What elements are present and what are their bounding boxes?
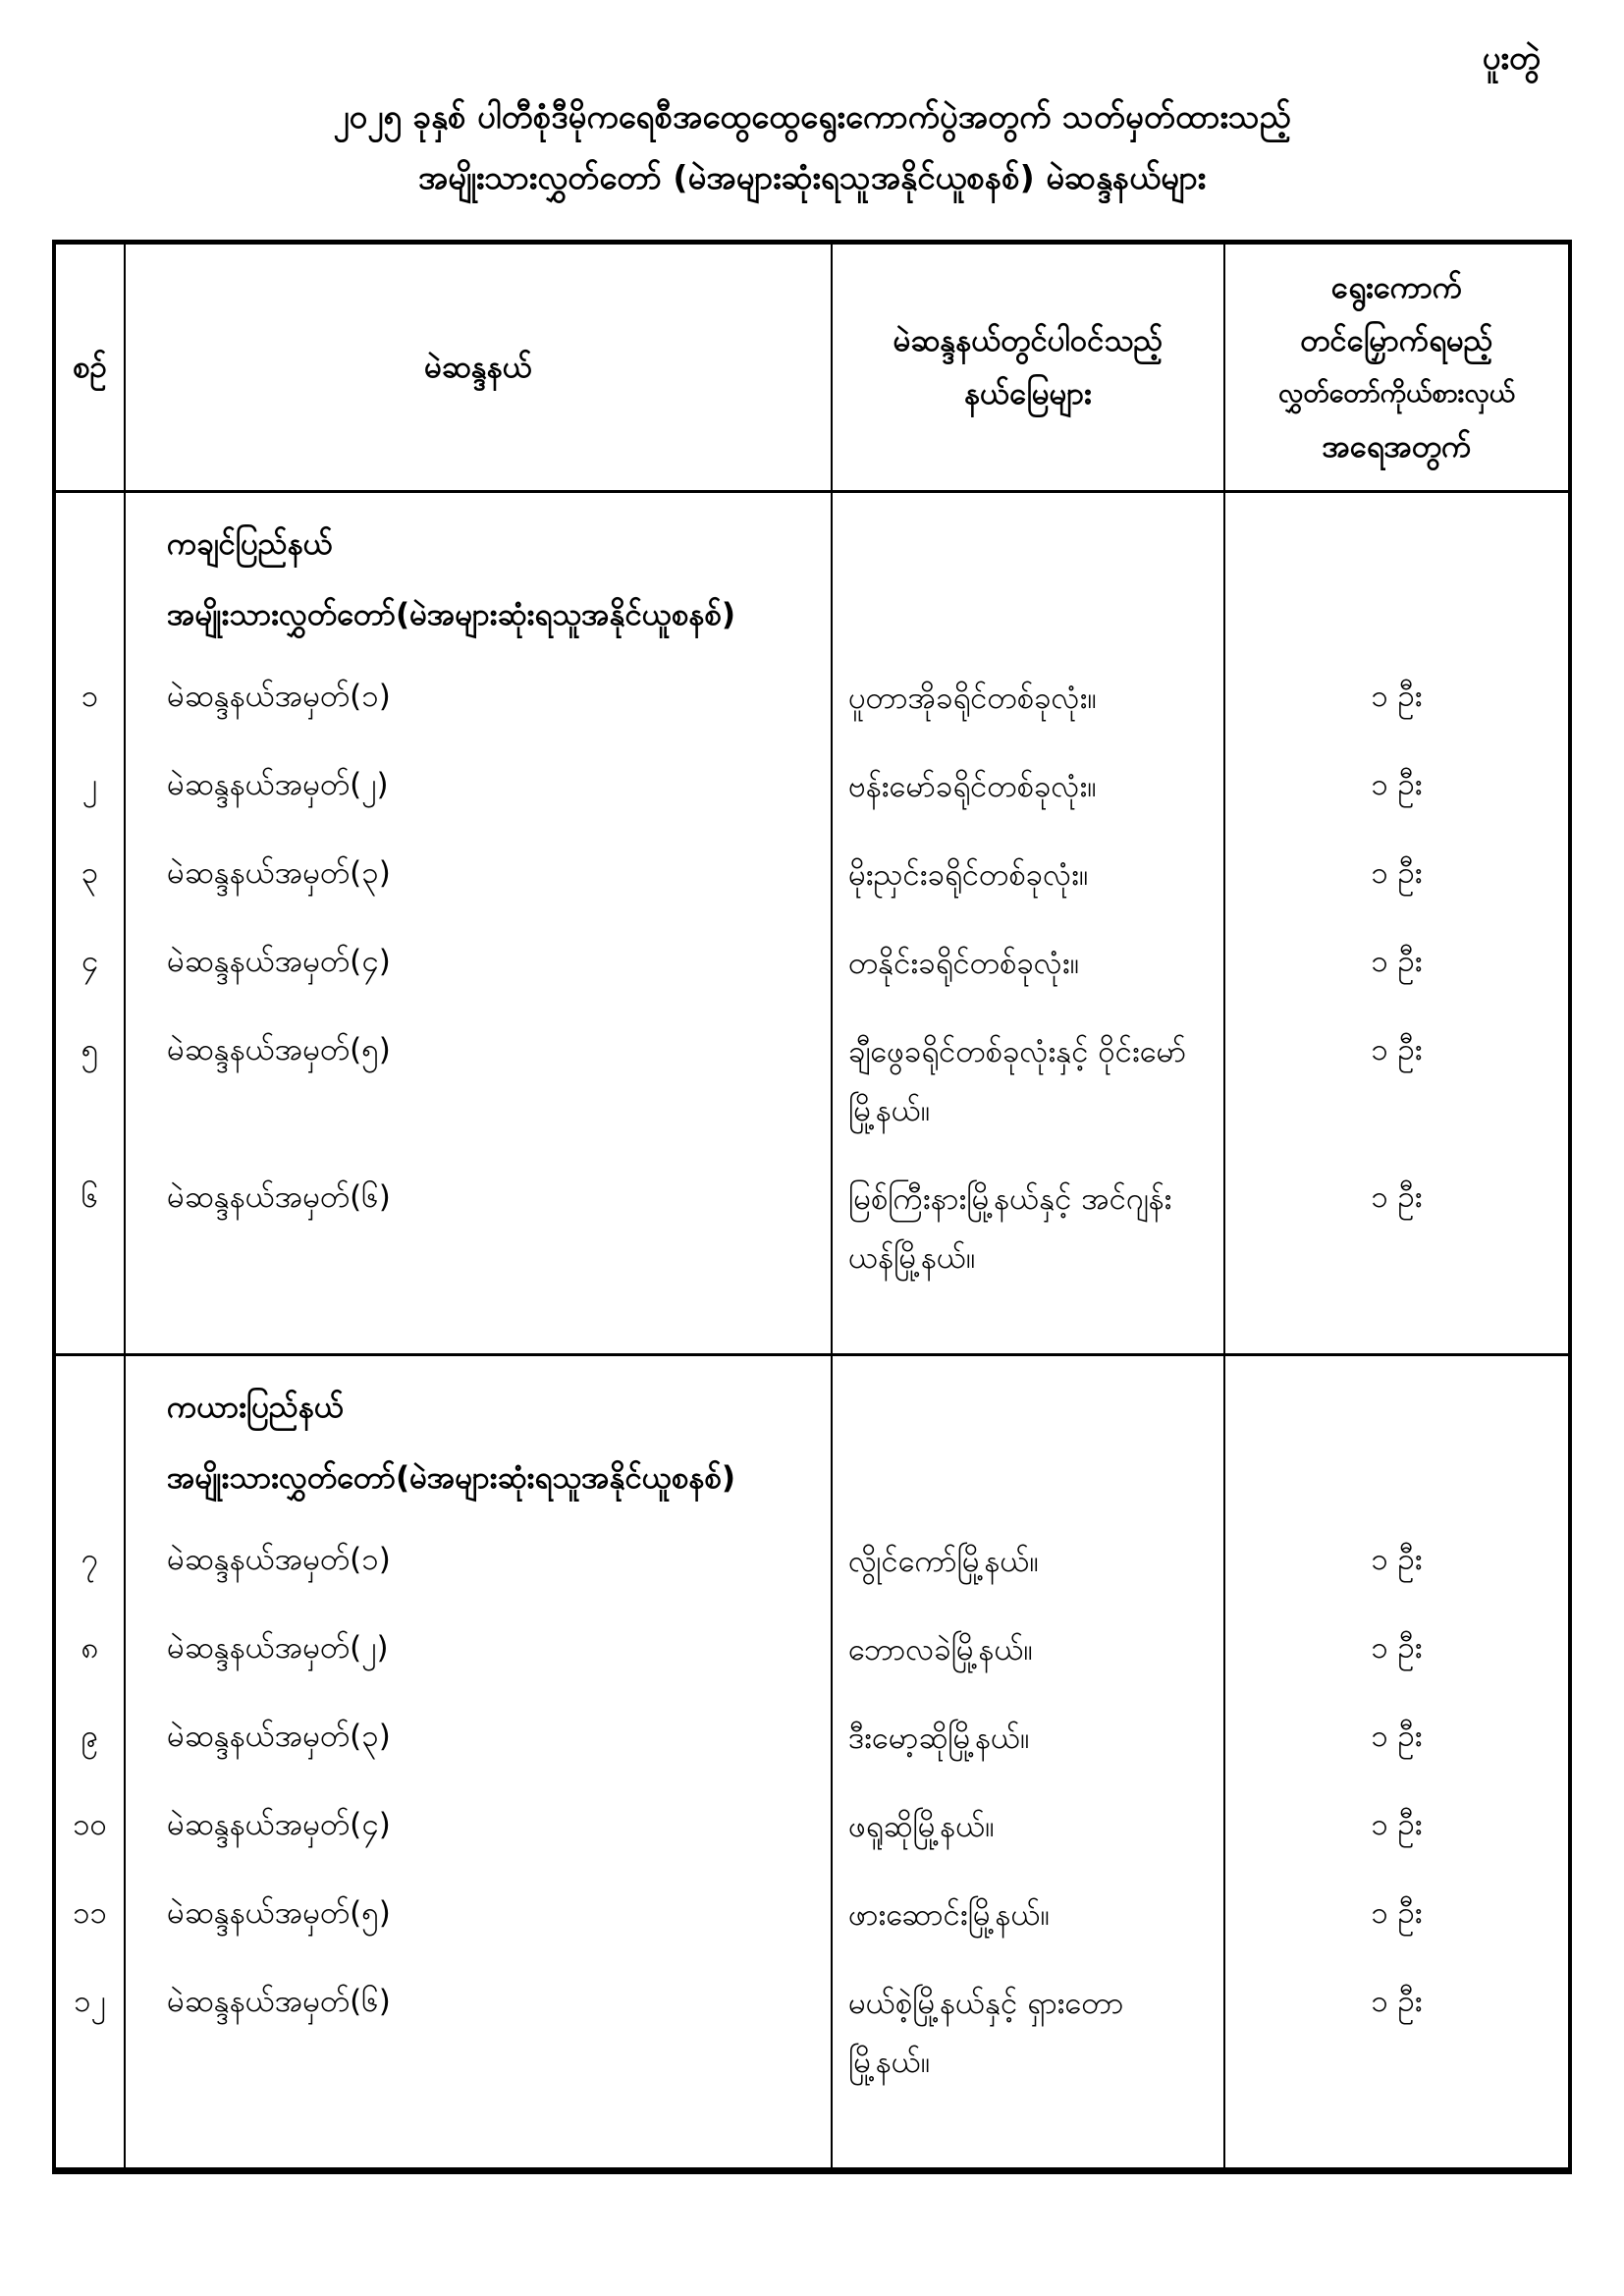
row-constituency: မဲဆန္ဒနယ်အမှတ်(၄) [125, 917, 832, 1006]
row-reps: ၁ ဦး [1224, 652, 1570, 740]
header-areas-line1: မဲဆန္ဒနယ်တွင်ပါဝင်သည့် [893, 323, 1164, 358]
row-areas: မိုးညှင်းခရိုင်တစ်ခုလုံး။ [832, 829, 1224, 917]
row-reps: ၁ ဦး [1224, 740, 1570, 829]
section-2-spacer [54, 2105, 1570, 2171]
row-reps: ၁ ဦး [1224, 1153, 1570, 1300]
row-areas: လွိုင်ကော်မြို့နယ်။ [832, 1515, 1224, 1604]
row-constituency: မဲဆန္ဒနယ်အမှတ်(၃) [125, 829, 832, 917]
header-no: စဉ် [54, 243, 125, 492]
table-row [54, 1692, 1570, 1780]
section-2-assembly-row [54, 1437, 1570, 1515]
table-row [54, 740, 1570, 829]
row-constituency: မဲဆန္ဒနယ်အမှတ်(၃) [125, 1692, 832, 1780]
row-areas: ပူတာအိုခရိုင်တစ်ခုလုံး။ [832, 652, 1224, 740]
table-header-row [54, 243, 1570, 492]
row-constituency: မဲဆန္ဒနယ်အမှတ်(၆) [125, 1957, 832, 2105]
row-constituency: မဲဆန္ဒနယ်အမှတ်(၂) [125, 740, 832, 829]
header-reps-line4: အရေအတွက် [1322, 429, 1472, 465]
row-constituency: မဲဆန္ဒနယ်အမှတ်(၁) [125, 1515, 832, 1604]
section-1-assembly-row [54, 574, 1570, 652]
table-row [54, 1869, 1570, 1957]
table-row [54, 917, 1570, 1006]
row-no: ၅ [54, 1006, 125, 1153]
row-constituency: မဲဆန္ဒနယ်အမှတ်(၄) [125, 1780, 832, 1869]
header-reps-line1: ရွေးကောက် [1330, 270, 1463, 305]
row-no: ၁၁ [54, 1869, 125, 1957]
table-row [54, 1604, 1570, 1692]
section-2-state-row [54, 1355, 1570, 1438]
constituency-table [52, 240, 1572, 2174]
section-1-state-row [54, 492, 1570, 574]
row-constituency: မဲဆန္ဒနယ်အမှတ်(၆) [125, 1153, 832, 1300]
row-reps: ၁ ဦး [1224, 1869, 1570, 1957]
table-row [54, 1957, 1570, 2105]
row-no: ၈ [54, 1604, 125, 1692]
header-areas-line2: နယ်မြေများ [964, 376, 1092, 411]
row-no: ၆ [54, 1153, 125, 1300]
row-areas: ဘောလခဲမြို့နယ်။ [832, 1604, 1224, 1692]
table-row [54, 652, 1570, 740]
header-reps-line3: လွှတ်တော်ကိုယ်စားလှယ် [1278, 378, 1515, 409]
table-row [54, 1006, 1570, 1153]
row-no: ၁၀ [54, 1780, 125, 1869]
row-areas: မယ်စဲ့မြို့နယ်နှင့် ရှားတော မြို့နယ်။ [832, 1957, 1224, 2105]
row-areas: ဖရူဆိုမြို့နယ်။ [832, 1780, 1224, 1869]
row-reps: ၁ ဦး [1224, 1604, 1570, 1692]
row-no: ၁ [54, 652, 125, 740]
row-no: ၃ [54, 829, 125, 917]
row-areas: ချီဖွေခရိုင်တစ်ခုလုံးနှင့် ဝိုင်းမော်မြို့နယ်။ [832, 1006, 1224, 1153]
table-row [54, 829, 1570, 917]
document-title [0, 0, 1624, 208]
table-row [54, 1153, 1570, 1300]
attachment-label: ပူးတွဲ [1482, 38, 1541, 77]
table-row [54, 1780, 1570, 1869]
row-no: ၁၂ [54, 1957, 125, 2105]
row-constituency: မဲဆန္ဒနယ်အမှတ်(၁) [125, 652, 832, 740]
row-reps: ၁ ဦး [1224, 829, 1570, 917]
section-1-assembly-label: အမျိုးသားလွှတ်တော်(မဲအများဆုံးရသူအနိုင်ယူစနစ်) [125, 574, 832, 652]
row-areas: ဖားဆောင်းမြို့နယ်။ [832, 1869, 1224, 1957]
header-constituency: မဲဆန္ဒနယ် [125, 243, 832, 492]
row-reps: ၁ ဦး [1224, 1957, 1570, 2105]
row-reps: ၁ ဦး [1224, 1515, 1570, 1604]
row-reps: ၁ ဦး [1224, 1692, 1570, 1780]
row-constituency: မဲဆန္ဒနယ်အမှတ်(၂) [125, 1604, 832, 1692]
row-constituency: မဲဆန္ဒနယ်အမှတ်(၅) [125, 1006, 832, 1153]
table-row [54, 1515, 1570, 1604]
section-1-state-name: ကချင်ပြည်နယ် [125, 492, 832, 574]
row-areas: မြစ်ကြီးနားမြို့နယ်နှင့် အင်ဂျန်းယန်မြို့နယ်။ [832, 1153, 1224, 1300]
row-no: ၄ [54, 917, 125, 1006]
row-reps: ၁ ဦး [1224, 1006, 1570, 1153]
row-no: ၇ [54, 1515, 125, 1604]
row-no: ၂ [54, 740, 125, 829]
row-areas: တနိုင်းခရိုင်တစ်ခုလုံး။ [832, 917, 1224, 1006]
row-constituency: မဲဆန္ဒနယ်အမှတ်(၅) [125, 1869, 832, 1957]
title-line-2: အမျိုးသားလွှတ်တော် (မဲအများဆုံးရသူအနိုင်ယူစနစ်) မဲဆန္ဒနယ်များ [417, 158, 1207, 196]
row-reps: ၁ ဦး [1224, 1780, 1570, 1869]
section-2-state-name: ကယားပြည်နယ် [125, 1355, 832, 1438]
row-areas: ဗန်းမော်ခရိုင်တစ်ခုလုံး။ [832, 740, 1224, 829]
row-no: ၉ [54, 1692, 125, 1780]
row-areas: ဒီးမော့ဆိုမြို့နယ်။ [832, 1692, 1224, 1780]
header-reps [1224, 243, 1570, 492]
row-reps: ၁ ဦး [1224, 917, 1570, 1006]
section-2-assembly-label: အမျိုးသားလွှတ်တော်(မဲအများဆုံးရသူအနိုင်ယူစနစ်) [125, 1437, 832, 1515]
header-reps-line2: တင်မြှောက်ရမည့် [1300, 323, 1493, 358]
title-line-1: ၂၀၂၅ ခုနှစ် ပါတီစုံဒီမိုကရေစီအထွေထွေရွေးကောက်ပွဲအတွက် သတ်မှတ်ထားသည့် [333, 97, 1291, 136]
header-areas [832, 243, 1224, 492]
section-1-spacer [54, 1300, 1570, 1355]
